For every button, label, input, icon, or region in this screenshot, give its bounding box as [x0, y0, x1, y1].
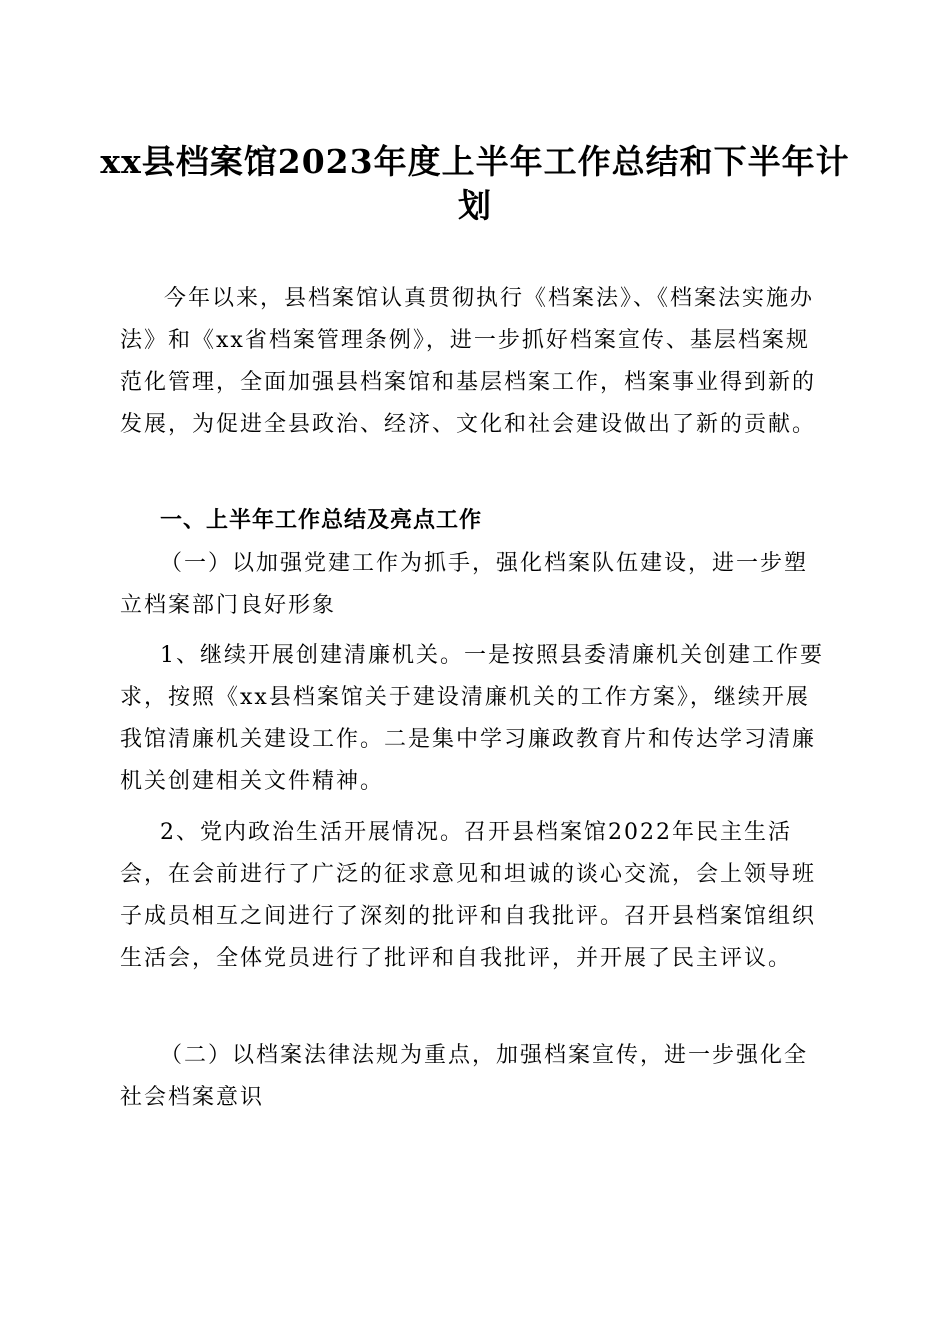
- list-item-2: 2、党内政治生活开展情况。召开县档案馆2022年民主生活会，在会前进行了广泛的征求意见和坦诚的谈心交流，会上领导班子成员相互之间进行了深刻的批评和自我批评。召开县档案馆组织生活会，全体党员进行了批评和自我批评，并开展了民主评议。: [120, 820, 817, 971]
- document-title: xx县档案馆2023年度上半年工作总结和下半年计划: [100, 142, 850, 225]
- subsection-heading-1: （一）以加强党建工作为抓手，强化档案队伍建设，进一步塑立档案部门良好形象: [120, 551, 809, 618]
- intro-paragraph: 今年以来，县档案馆认真贯彻执行《档案法》、《档案法实施办法》和《xx省档案管理条例》，进一步抓好档案宣传、基层档案规范化管理，全面加强县档案馆和基层档案工作，档案事业得到新的发展，为促进全县政治、经济、文化和社会建设做出了新的贡献。: [120, 286, 817, 437]
- subsection-heading-2: （二）以档案法律法规为重点，加强档案宣传，进一步强化全社会档案意识: [120, 1043, 809, 1110]
- section-heading-1: 一、上半年工作总结及亮点工作: [160, 508, 483, 533]
- list-item-1: 1、继续开展创建清廉机关。一是按照县委清廉机关创建工作要求，按照《xx县档案馆关于建设清廉机关的工作方案》，继续开展我馆清廉机关建设工作。二是集中学习廉政教育片和传达学习清廉机关创建相关文件精神。: [120, 643, 824, 794]
